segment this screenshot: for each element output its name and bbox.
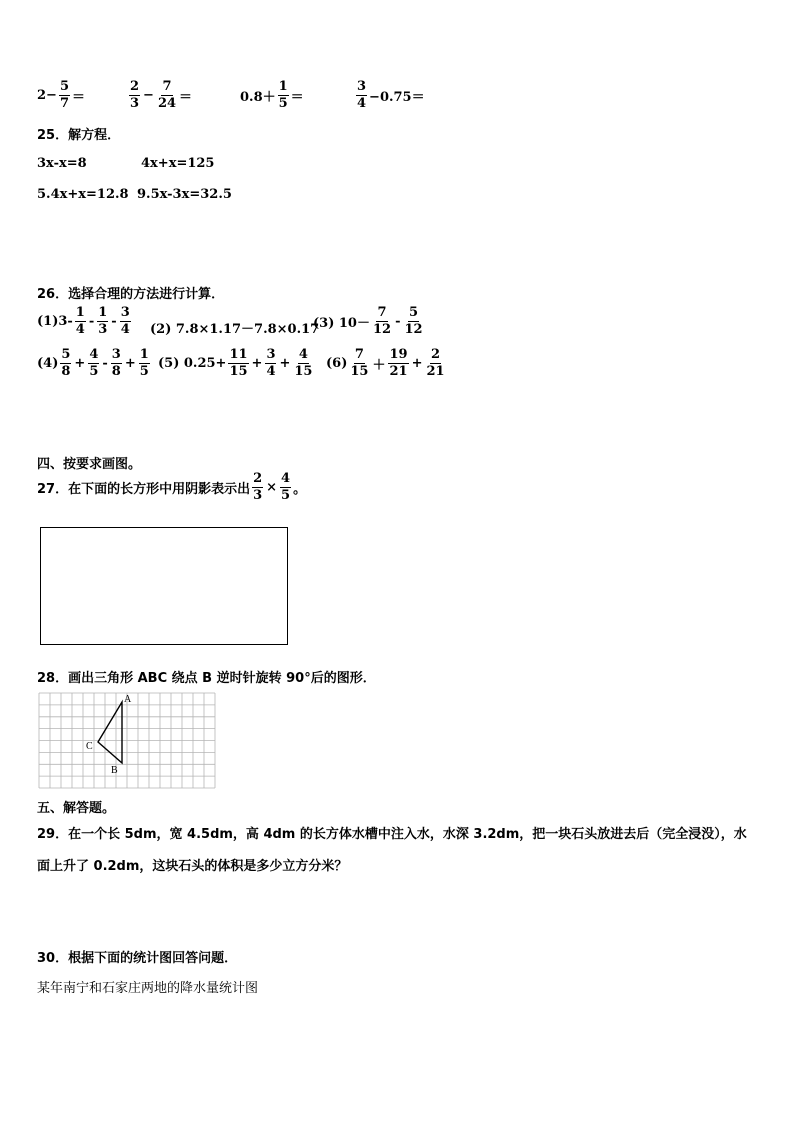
calc-expression-2: $\frac{2}{3}$ − $\frac{7}{24}$ ＝	[130, 79, 193, 111]
vertex-label-a: A	[124, 694, 132, 705]
section-four-heading: 四、按要求画图。	[37, 457, 142, 472]
fraction: $\frac{2}{3}$	[130, 79, 140, 111]
calc-expression-1: 2− $\frac{5}{7}$ ＝	[37, 79, 86, 111]
fraction: $\frac{4}{15}$	[294, 347, 313, 379]
q25-title: 25．解方程．	[37, 128, 121, 143]
fraction: $\frac{3}{4}$	[120, 305, 130, 337]
q26-problem-4: (4) $\frac{5}{8}$ + $\frac{4}{5}$ - $\frac{3}{8}$ + $\frac{1}{5}$	[37, 347, 149, 379]
vertex-label-c: C	[86, 741, 93, 752]
q26-problem-3: (3) 10－ $\frac{7}{12}$ - $\frac{5}{12}$	[313, 305, 423, 337]
q26-title: 26．选择合理的方法进行计算．	[37, 287, 225, 302]
fraction: $\frac{4}{5}$	[281, 471, 291, 503]
fraction: $\frac{1}{5}$	[139, 347, 149, 379]
calc-expression-3: 0.8＋ $\frac{1}{5}$ ＝	[240, 79, 304, 111]
q26-problem-1: (1)3- $\frac{1}{4}$ - $\frac{1}{3}$ - $\frac{3}{4}$	[37, 305, 130, 337]
q25-equation-1: 3x-x=8	[37, 156, 87, 171]
fraction: $\frac{3}{8}$	[111, 347, 121, 379]
fraction: $\frac{7}{15}$	[350, 347, 369, 379]
calc-expression-4: $\frac{3}{4}$ −0.75＝	[357, 79, 425, 111]
fraction: $\frac{3}{4}$	[266, 347, 276, 379]
grid-lines	[39, 693, 215, 788]
triangle-grid[interactable]	[38, 692, 218, 789]
q26-problem-2: (2) 7.8×1.17－7.8×0.17	[150, 322, 320, 337]
triangle-abc	[98, 702, 122, 763]
fraction: $\frac{5}{7}$	[59, 79, 69, 111]
fraction: $\frac{1}{3}$	[98, 305, 108, 337]
section-five-heading: 五、解答题。	[37, 801, 116, 816]
fraction: $\frac{5}{8}$	[61, 347, 71, 379]
q30-chart-caption: 某年南宁和石家庄两地的降水量统计图	[37, 981, 259, 996]
vertex-label-b: B	[111, 765, 118, 776]
drawing-rectangle[interactable]	[40, 527, 288, 645]
q25-equation-2: 4x+x=125	[141, 156, 215, 171]
q30-title: 30．根据下面的统计图回答问题．	[37, 951, 238, 966]
fraction: $\frac{7}{12}$	[372, 305, 392, 337]
fraction: $\frac{7}{24}$	[157, 79, 177, 111]
fraction: $\frac{19}{21}$	[389, 347, 408, 379]
fraction: $\frac{4}{5}$	[89, 347, 99, 379]
fraction: $\frac{1}{4}$	[75, 305, 85, 337]
q29-line-1: 29．在一个长 5dm，宽 4.5dm，高 4dm 的长方体水槽中注入水，水深 3.2dm，把一块石头放进去后（完全浸没），水	[37, 827, 747, 842]
q28-title: 28．画出三角形 ABC 绕点 B 逆时针旋转 90°后的图形．	[37, 671, 376, 686]
fraction: $\frac{3}{4}$	[357, 79, 367, 111]
q27-prompt: 27．在下面的长方形中用阴影表示出 $\frac{2}{3}$ × $\frac{4}{5}$ 。	[37, 471, 307, 503]
q25-equation-3: 5.4x+x=12.8	[37, 187, 129, 202]
q26-problem-5: (5) 0.25+ $\frac{11}{15}$ + $\frac{3}{4}$ + $\frac{4}{15}$	[158, 347, 313, 379]
q26-problem-6: (6) $\frac{7}{15}$ ＋ $\frac{19}{21}$ + $\frac{2}{21}$	[326, 347, 445, 379]
fraction: $\frac{2}{3}$	[253, 471, 263, 503]
fraction: $\frac{2}{21}$	[426, 347, 445, 379]
fraction: $\frac{5}{12}$	[404, 305, 423, 337]
q25-equation-4: 9.5x-3x=32.5	[137, 187, 232, 202]
fraction: $\frac{11}{15}$	[229, 347, 248, 379]
fraction: $\frac{1}{5}$	[278, 79, 288, 111]
q29-line-2: 面上升了 0.2dm，这块石头的体积是多少立方分米？	[37, 859, 348, 874]
